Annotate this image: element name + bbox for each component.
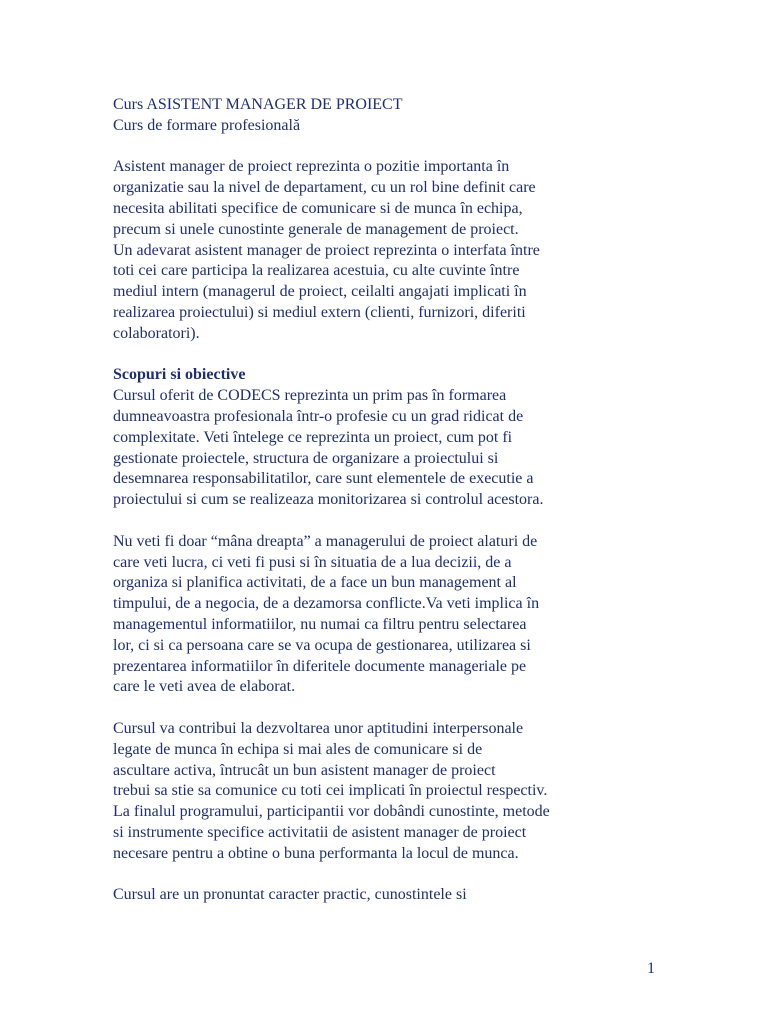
intro-paragraph (113, 157, 613, 344)
text-line: La finalul programului, participantii vor dobândi cunostinte, metode (113, 803, 550, 821)
paragraph-four (113, 885, 613, 906)
text-line: Cursul are un pronuntat caracter practic, cunostintele si (113, 886, 467, 904)
text-line: necesita abilitati specifice de comunicare si de munca în echipa, (113, 199, 523, 217)
text-line: managementul informatiilor, nu numai ca filtru pentru selectarea (113, 615, 527, 633)
text-line: Cursul va contribui la dezvoltarea unor aptitudini interpersonale (113, 719, 524, 737)
text-line: complexitate. Veti întelege ce reprezinta un proiect, cum pot fi (113, 428, 513, 446)
text-line: lor, ci si ca persoana care se va ocupa de gestionarea, utilizarea si (113, 636, 531, 654)
text-line: realizarea proiectului) si mediul extern (clienti, furnizori, diferiti (113, 303, 526, 321)
section-heading: Scopuri si obiective (113, 366, 246, 384)
text-line: mediul intern (managerul de proiect, ceilalti angajati implicati în (113, 283, 527, 301)
text-line: colaboratori). (113, 324, 200, 342)
course-title-block (113, 95, 613, 137)
paragraph-gap (113, 511, 613, 532)
text-line: si instrumente specifice activitatii de asistent manager de proiect (113, 823, 527, 841)
text-line: precum si unele cunostinte generale de management de proiect. (113, 220, 519, 238)
text-line: desemnarea responsabilitatilor, care sunt elementele de executie a (113, 470, 534, 488)
paragraph-two (113, 532, 613, 698)
text-line: proiectului si cum se realizeaza monitorizarea si controlul acestora. (113, 491, 544, 509)
text-line: care le veti avea de elaborat. (113, 678, 296, 696)
text-line: Un adevarat asistent manager de proiect reprezinta o interfata între (113, 241, 540, 259)
text-line: gestionate proiectele, structura de organizare a proiectului si (113, 449, 499, 467)
paragraph-three (113, 719, 613, 865)
paragraph-gap (113, 698, 613, 719)
course-subtitle: Curs de formare profesională (113, 116, 301, 134)
text-line: organizatie sau la nivel de departament, cu un rol bine definit care (113, 179, 536, 197)
page-number: 1 (647, 960, 655, 977)
course-title: Curs ASISTENT MANAGER DE PROIECT (113, 96, 403, 113)
text-line: timpului, de a negocia, de a dezamorsa conflicte.Va veti implica în (113, 595, 540, 613)
text-line: organiza si planifica activitati, de a face un bun management al (113, 574, 517, 592)
document-body (113, 95, 613, 906)
text-line: Asistent manager de proiect reprezinta o pozitie importanta în (113, 158, 510, 176)
text-line: prezentarea informatiilor în diferitele documente manageriale pe (113, 657, 527, 675)
text-line: Cursul oferit de CODECS reprezinta un prim pas în formarea (113, 387, 507, 405)
objectives-section (113, 365, 613, 511)
text-line: care veti lucra, ci veti fi pusi si în situatia de a lua decizii, de a (113, 553, 512, 571)
paragraph-gap (113, 345, 613, 366)
paragraph-gap (113, 864, 613, 885)
text-line: dumneavoastra profesionala într-o profesie cu un grad ridicat de (113, 407, 524, 425)
text-line: trebui sa stie sa comunice cu toti cei implicati în proiectul respectiv. (113, 782, 548, 800)
text-line: legate de munca în echipa si mai ales de comunicare si de (113, 740, 483, 758)
paragraph-gap (113, 137, 613, 158)
text-line: ascultare activa, întrucât un bun asistent manager de proiect (113, 761, 496, 779)
text-line: toti cei care participa la realizarea acestuia, cu alte cuvinte între (113, 262, 520, 280)
text-line: necesare pentru a obtine o buna performanta la locul de munca. (113, 844, 519, 862)
text-line: Nu veti fi doar “mâna dreapta” a managerului de proiect alaturi de (113, 532, 538, 550)
